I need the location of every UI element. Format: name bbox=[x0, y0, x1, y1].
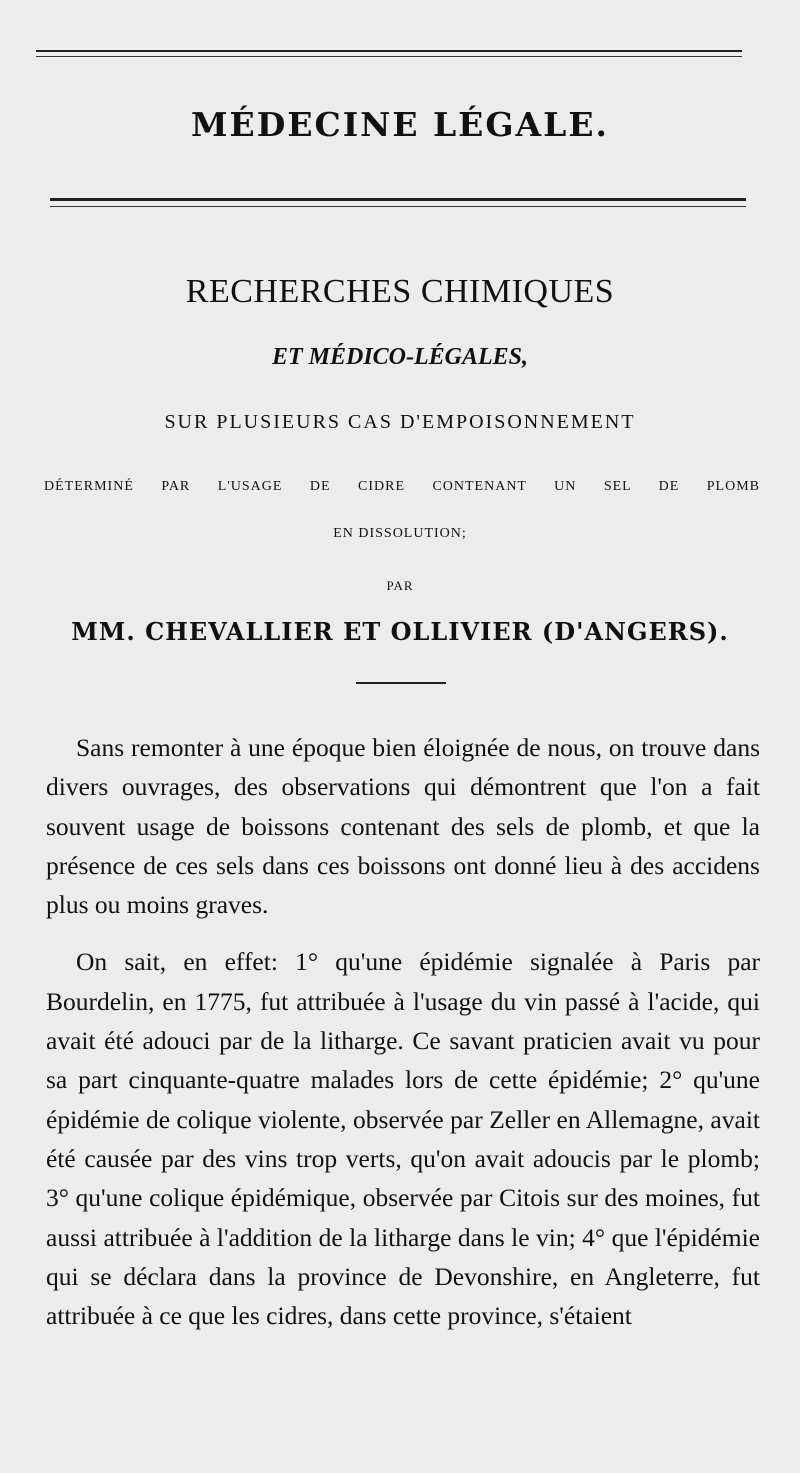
authors: MM. CHEVALLIER ET OLLIVIER (D'ANGERS). bbox=[71, 617, 729, 646]
article-subtitle: ET MÉDICO-LÉGALES, bbox=[271, 344, 529, 370]
top-rule bbox=[36, 50, 742, 52]
top-rule-thin bbox=[36, 56, 742, 57]
byline-par: PAR bbox=[386, 578, 414, 593]
article-subheading-detail: DÉTERMINÉ PAR L'USAGE DE CIDRE CONTENANT UN SEL DE PLOMB bbox=[44, 479, 760, 494]
paragraph: Sans remonter à une époque bien éloignée de nous, on trouve dans divers ouvrages, des observations qui démontrent que l'on a fait souvent usage de boissons contenant des sels de plomb, et que la présence de ces sels dans ces boissons ont donné lieu à des accidens plus ou moins graves. bbox=[46, 733, 760, 920]
body-text bbox=[46, 728, 760, 1335]
article-title: RECHERCHES CHIMIQUES bbox=[185, 273, 615, 310]
paragraph: On sait, en effet: 1° qu'une épidémie signalée à Paris par Bourdelin, en 1775, fut attribuée à l'usage du vin passé à l'acide, qui avait été adouci par de la litharge. Ce savant praticien avait vu pour sa part cinquante-quatre malades lors de cette épidémie; 2° qu'une épidémie de colique violente, observée par Zeller en Allemagne, avait été causée par des vins trop verts, qu'on avait adoucis par le plomb; 3° qu'une colique épidémique, observée par Citois sur des moines, fut aussi attribuée à l'addition de la litharge dans le vin; 4° que l'épidémie qui se déclara dans la province de Devonshire, en Angleterre, fut attribuée à ce que les cidres, dans cette province, s'étaient bbox=[46, 947, 760, 1331]
article-subheading-detail-end: EN DISSOLUTION; bbox=[333, 526, 467, 541]
title-divider bbox=[356, 682, 446, 684]
section-rule-thin bbox=[50, 206, 746, 207]
section-rule bbox=[50, 198, 746, 201]
article-subheading: SUR PLUSIEURS CAS D'EMPOISONNEMENT bbox=[164, 411, 636, 433]
section-title: MÉDECINE LÉGALE. bbox=[191, 105, 609, 144]
